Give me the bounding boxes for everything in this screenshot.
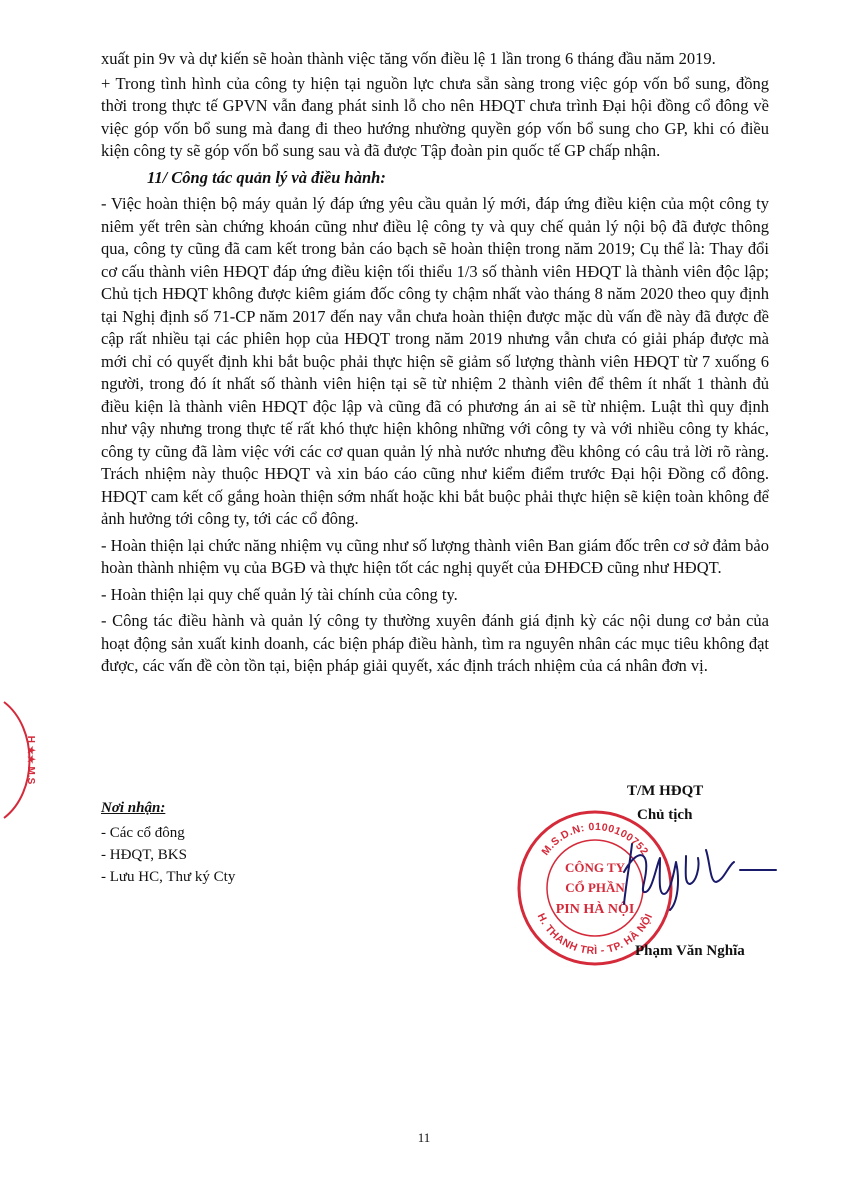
recipient-item: - Các cổ đông <box>101 825 185 841</box>
paragraph-continuation: xuất pin 9v và dự kiến sẽ hoàn thành việc tăng vốn điều lệ 1 lần trong 6 tháng đầu năm 2019. <box>101 49 716 68</box>
page-number: 11 <box>417 1130 431 1145</box>
recipients-title: Nơi nhận: <box>101 800 166 816</box>
side-stamp <box>0 700 46 820</box>
recipient-item: - Lưu HC, Thư ký Cty <box>101 869 236 885</box>
paragraph-management-structure: - Việc hoàn thiện bộ máy quản lý đáp ứng yêu cầu quản lý mới, đáp ứng điều kiện của một công ty niêm yết trên sàn chứng khoán cũng như điều lệ công ty và quy chế quản lý nội bộ đã được thông qua, công ty cũng đã cam kết trong bản cáo bạch sẽ hoàn thiện trong năm 2019; Cụ thể là: Thay đổi cơ cấu thành viên HĐQT đáp ứng điều kiện tối thiểu 1/3 số thành viên HĐQT là thành viên độc lập; Chủ tịch HĐQT không được kiêm giám đốc công ty chậm nhất vào tháng 8 năm 2020 theo quy định tại Nghị định số 71-CP năm 2017 đến nay vẫn chưa hoàn thiện được mặc dù vấn đề này đã được đề cập rất nhiều tại các phiên họp của HĐQT trong năm 2019 nhưng vẫn chưa có giải pháp được mà mới chỉ có quyết định khi bắt buộc phải thực hiện sẽ giảm số lượng thành viên HĐQT từ 7 xuống 6 người, trong đó ít nhất số thành viên hiện tại sẽ từ nhiệm 2 thành viên để thêm ít nhất 1 thành đủ điều kiện là thành viên HĐQT độc lập và cũng đã có phương án ai sẽ từ nhiệm. Luật thì quy định như vậy nhưng trong thực tế rất khó thực hiện không những với công ty và với nhiều công ty khác, công ty cũng đã làm việc với các cơ quan quản lý nhà nước nhưng đều không có câu trả lời rõ ràng. Trách nhiệm này thuộc HĐQT và xin báo cáo cũng như kiểm điểm trước Đại hội Đồng cổ đông. HĐQT cam kết cố gắng hoàn thiện sớm nhất hoặc khi bắt buộc phải thực hiện sẽ kiện toàn không để ảnh hưởng tới công ty, tới các cổ đông. <box>101 194 769 528</box>
signature-role: Chủ tịch <box>637 807 693 823</box>
seal-line-1: CÔNG TY <box>564 860 626 875</box>
seal-ring-top: M.S.D.N: 0100100752 <box>539 820 651 858</box>
seal-ring-bottom: H. THANH TRÌ - TP. HÀ NỘI <box>534 911 656 958</box>
signature-org: T/M HĐQT <box>627 783 704 799</box>
recipient-item: - HĐQT, BKS <box>101 847 187 863</box>
body-text <box>101 48 769 682</box>
recipients-block <box>101 797 235 888</box>
paragraph-board-of-directors: - Hoàn thiện lại chức năng nhiệm vụ cũng như số lượng thành viên Ban giám đốc trên cơ sở đảm bảo hoàn thành nhiệm vụ của BGĐ và thực hiện tốt các nghị quyết của ĐHĐCĐ cũng như HĐQT. <box>101 535 769 577</box>
paragraph-operations: - Công tác điều hành và quản lý công ty thường xuyên đánh giá định kỳ các nội dung cơ bản của hoạt động sản xuất kinh doanh, các biện pháp điều hành, tìm ra nguyên nhân các mục tiêu không đạt được, các vấn đề còn tồn tại, biện pháp giải quyết, xác định trách nhiệm của cá nhân đơn vị. <box>101 611 769 675</box>
section-heading: 11/ Công tác quản lý và điều hành: <box>147 167 386 187</box>
handwritten-signature <box>600 832 780 912</box>
signature-name: Phạm Văn Nghĩa <box>635 943 745 959</box>
side-stamp-text: H ★★ M.S <box>25 735 36 785</box>
paragraph-financial-regulation: - Hoàn thiện lại quy chế quản lý tài chính của công ty. <box>101 584 458 604</box>
paragraph-capital-contribution: + Trong tình hình của công ty hiện tại nguồn lực chưa sẵn sàng trong việc góp vốn bổ sung, đồng thời trong thực tế GPVN vẫn đang phát sinh lỗ cho nên HĐQT chưa trình Đại hội đồng cổ đông về việc góp vốn bổ sung mà đang đi theo hướng nhường quyền góp vốn bổ sung cho GP, khi có điều kiện công ty sẽ góp vốn bổ sung sau và đã được Tập đoàn pin quốc tế GP chấp nhận. <box>101 73 769 160</box>
seal-line-3: PIN HÀ NỘI <box>555 902 635 917</box>
seal-line-2: CỔ PHẦN <box>565 880 625 895</box>
